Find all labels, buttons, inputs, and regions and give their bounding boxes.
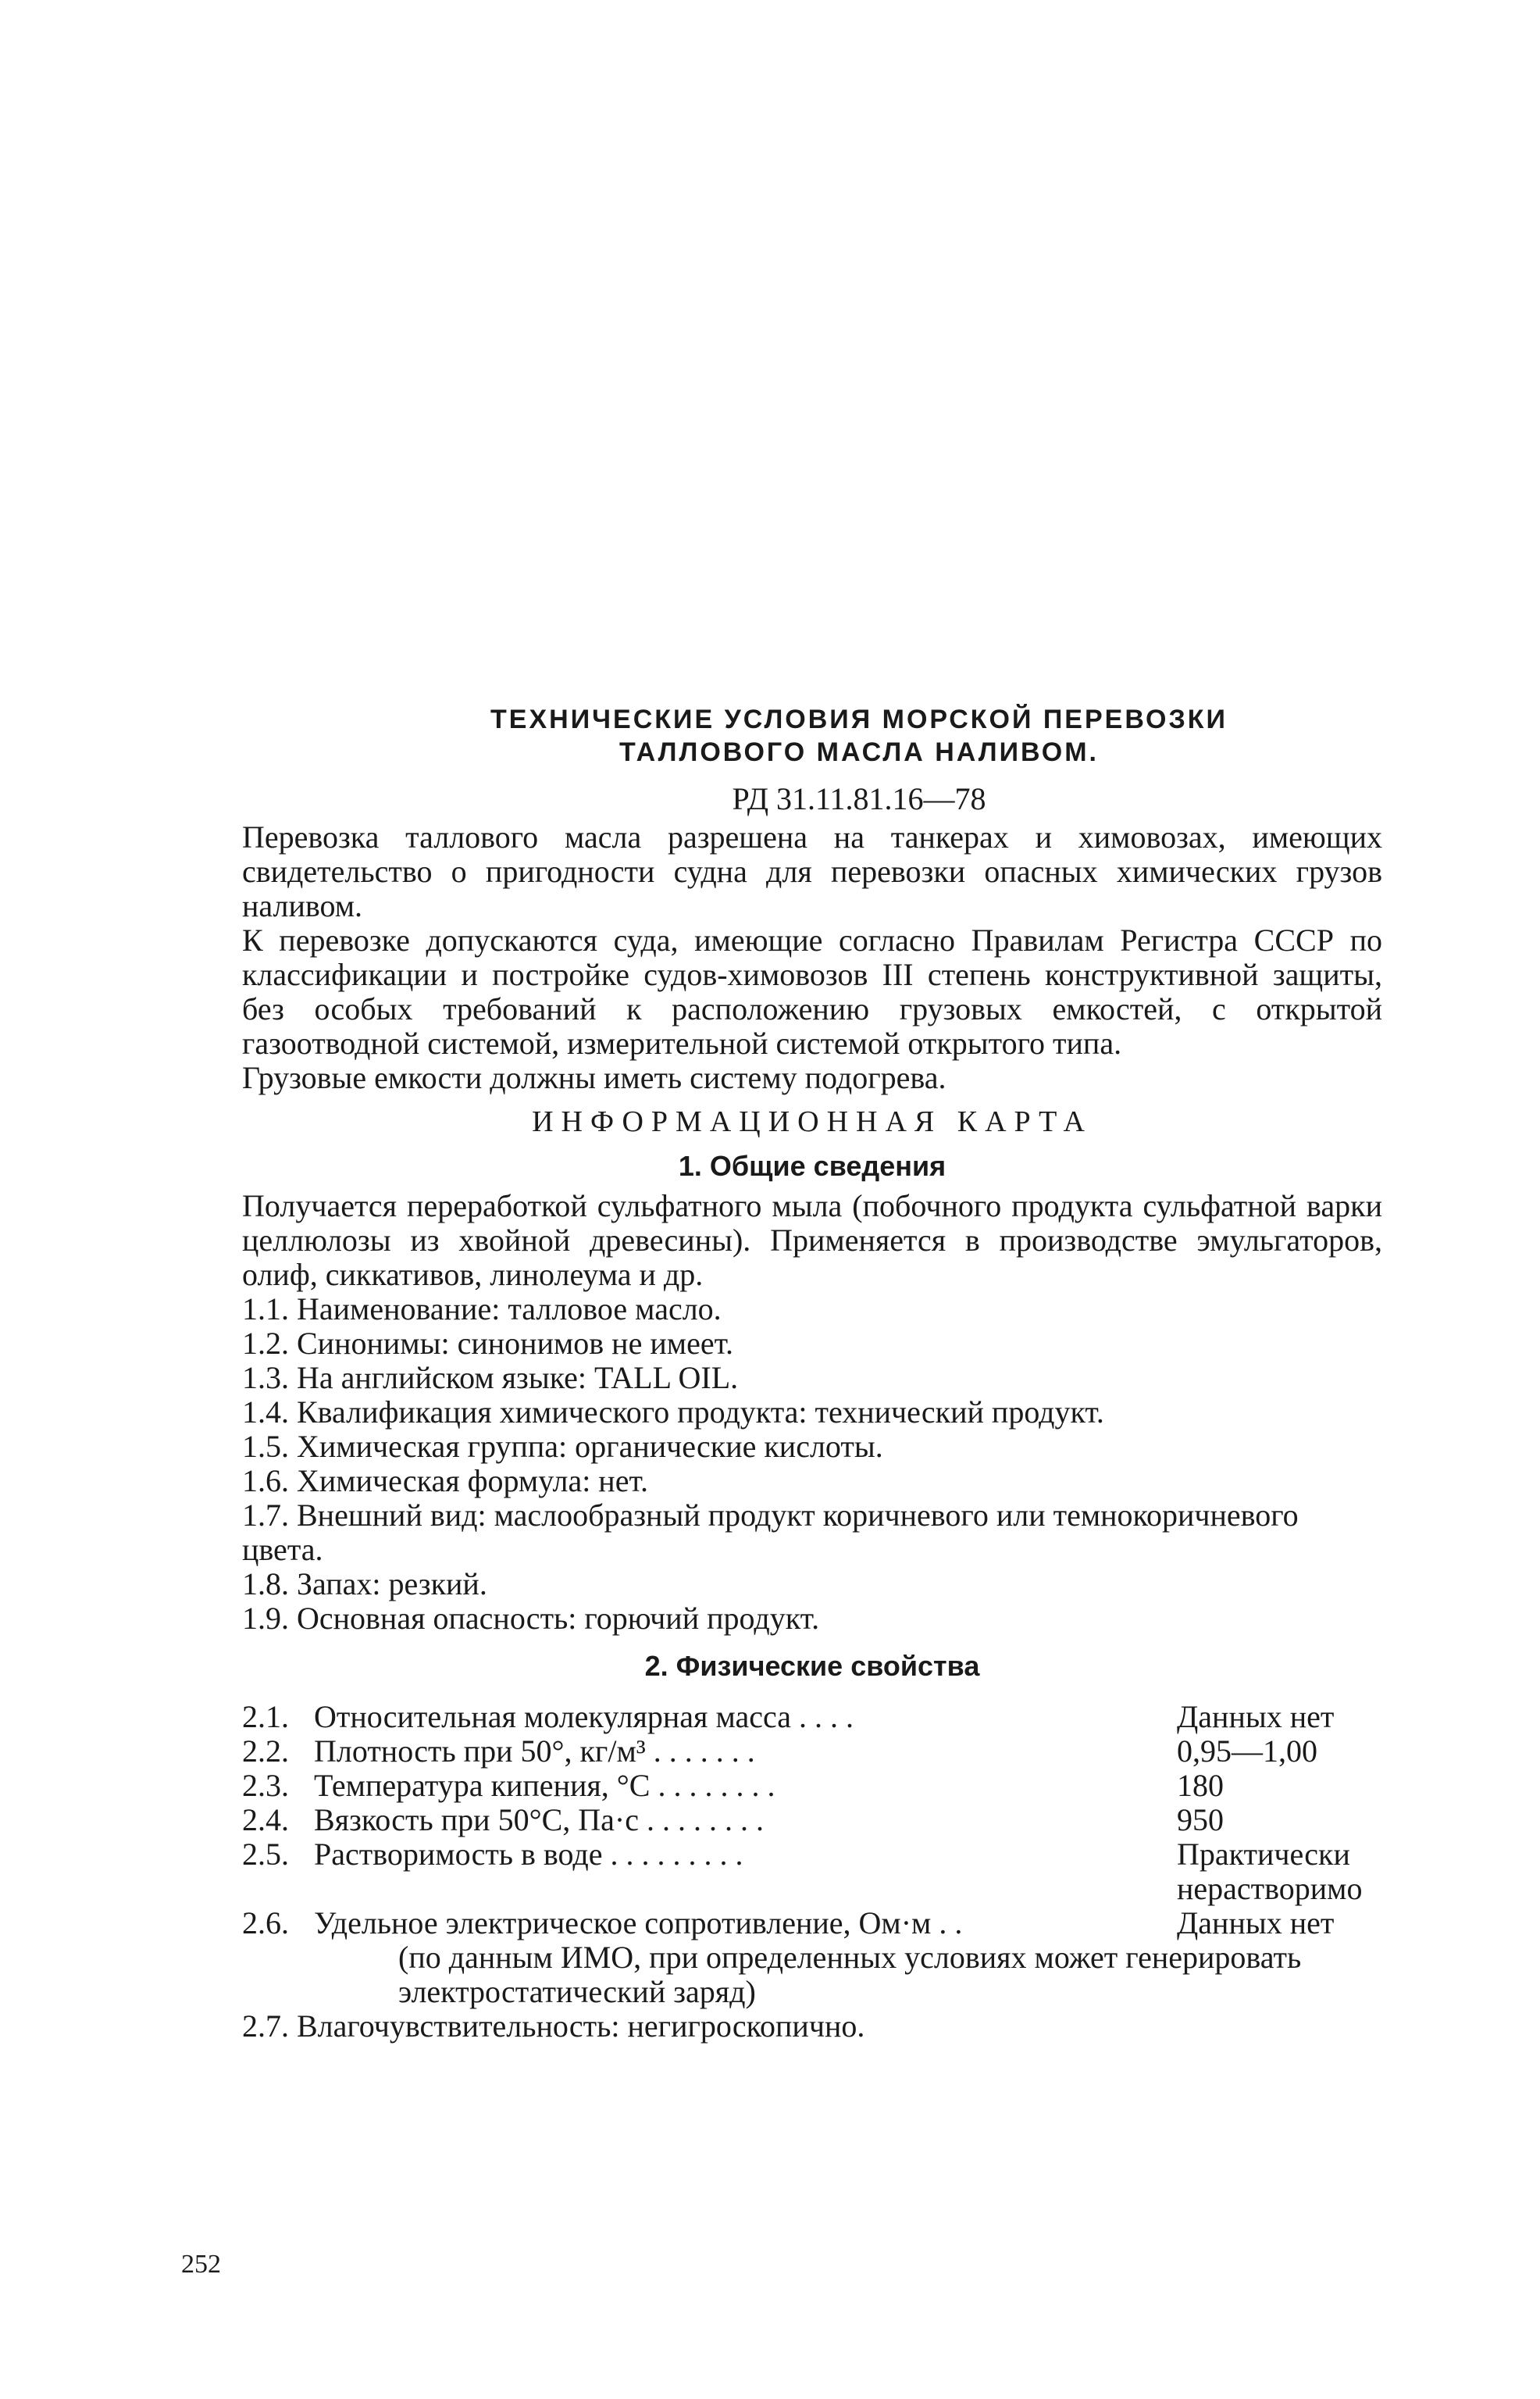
section1-item: 1.8. Запах: резкий. [242, 1566, 487, 1601]
property-row [242, 1906, 1382, 1940]
property-row-2-7: 2.7. Влагочувствительность: негигроскопично. [242, 2008, 865, 2044]
property-row [242, 1700, 1382, 1734]
properties-table [242, 1700, 1382, 2044]
section1-item: 1.5. Химическая группа: органические кислоты. [242, 1429, 883, 1464]
document-code: РД 31.11.81.16—78 [732, 781, 986, 816]
property-value: 0,95—1,00 [1177, 1733, 1317, 1769]
intro-paragraph-1: Перевозка таллового масла разрешена на танкерах и химовозах, имеющих свидетельство о пригодности судна для перевозки опасных химических грузов наливом. [242, 819, 1382, 923]
property-number: 2.2. [242, 1733, 289, 1769]
document-title-line1: ТЕХНИЧЕСКИЕ УСЛОВИЯ МОРСКОЙ ПЕРЕВОЗКИ [490, 705, 1228, 734]
property-row [242, 1769, 1382, 1803]
property-label: Удельное электрическое сопротивление, Ом·м . . [314, 1905, 963, 1940]
property-label: Температура кипения, °С . . . . . . . . [314, 1768, 775, 1803]
section1-item: 1.4. Квалификация химического продукта: технический продукт. [242, 1394, 1104, 1430]
property-note: (по данным ИМО, при определенных условиях может генерировать электростатический заряд) [398, 1940, 1302, 2009]
property-number: 2.3. [242, 1768, 289, 1803]
section2-title: 2. Физические свойства [644, 1650, 980, 1682]
property-number: 2.1. [242, 1699, 289, 1734]
property-value: Данных нет [1177, 1905, 1335, 1940]
document-title-line2: ТАЛЛОВОГО МАСЛА НАЛИВОМ. [619, 737, 1099, 767]
section1-lead: Получается переработкой сульфатного мыла (побочного продукта сульфатной варки целлюлозы из хвойной древесины). Применяется в производстве эмульгаторов, олиф, сиккативов, линолеума и др. [242, 1188, 1382, 1292]
section1-item: 1.3. На английском языке: TALL OIL. [242, 1360, 739, 1395]
property-number: 2.5. [242, 1837, 289, 1872]
info-card-title: ИНФОРМАЦИОННАЯ КАРТА [532, 1105, 1093, 1138]
property-value: 180 [1177, 1768, 1224, 1803]
property-label: Относительная молекулярная масса . . . . [314, 1699, 854, 1734]
section1-title: 1. Общие сведения [678, 1150, 946, 1182]
section1-item: 1.9. Основная опасность: горючий продукт. [242, 1601, 820, 1636]
section1-item: 1.6. Химическая формула: нет. [242, 1463, 648, 1498]
property-label: Вязкость при 50°С, Па·с . . . . . . . . [314, 1802, 764, 1837]
property-value: Данных нет [1177, 1699, 1335, 1734]
section1-item: 1.2. Синонимы: синонимов не имеет. [242, 1326, 734, 1361]
property-row [242, 1803, 1382, 1837]
property-row [242, 1734, 1382, 1769]
intro-paragraph-3: Грузовые емкости должны иметь систему подогрева. [242, 1060, 946, 1095]
section1-item: 1.7. Внешний вид: маслообразный продукт коричневого или темнокоричневого цвета. [242, 1498, 1299, 1567]
property-label: Растворимость в воде . . . . . . . . . [314, 1837, 743, 1872]
intro-paragraph-2: К перевозке допускаются суда, имеющие согласно Правилам Регистра СССР по классификации и постройке судов-химовозов III степень конструктивной защиты, без особых требований к расположению грузовых емкостей, с открытой газоотводной системой, измерительной системой открытого типа. [242, 923, 1382, 1061]
section1-item: 1.1. Наименование: талловое масло. [242, 1291, 722, 1326]
property-value: 950 [1177, 1802, 1224, 1837]
property-row [242, 1837, 1382, 1906]
page-number: 252 [181, 2250, 221, 2279]
property-number: 2.4. [242, 1802, 289, 1837]
property-label: Плотность при 50°, кг/м³ . . . . . . . [314, 1733, 755, 1769]
property-value: Практически нерастворимо [1177, 1837, 1363, 1906]
property-number: 2.6. [242, 1905, 289, 1940]
document-page [242, 703, 1382, 2044]
